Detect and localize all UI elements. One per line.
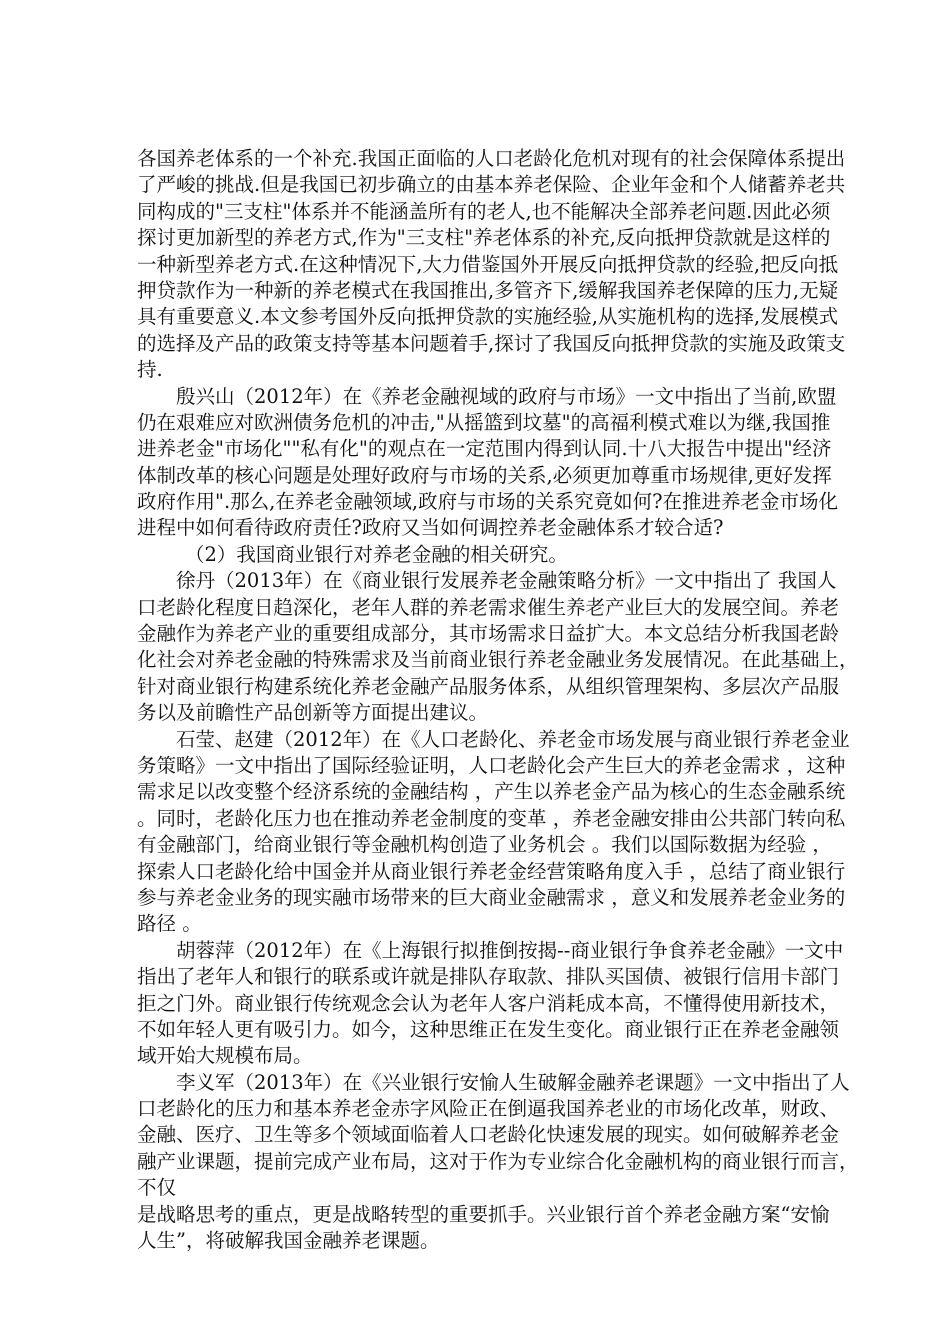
text-line: 具有重要意义.本文参考国外反向抵押贷款的实施经验,从实施机构的选择,发展模式 [137,305,839,329]
text-line: 人生”，将破解我国金融养老课题。 [137,1229,440,1253]
text-line: 一种新型养老方式.在这种情况下,大力借鉴国外开展反向抵押贷款的经验,把反向抵 [137,252,839,276]
text-line: 进程中如何看待政府责任?政府又当如何调控养老金融体系才较合适? [137,516,724,540]
text-line: 金融作为养老产业的重要组成部分，其市场需求日益扩大。本文总结分析我国老龄 [137,622,840,646]
text-line: 金融、医疗、卫生等多个领域面临着人口老龄化快速发展的现实。如何破解养老金 [137,1123,840,1147]
text-line: 路径 。 [137,912,202,936]
text-line: 务以及前瞻性产品创新等方面提出建议。 [137,701,489,725]
text-line: 不如年轻人更有吸引力。如今，这种思维正在发生变化。商业银行正在养老金融领 [137,1017,840,1041]
text-line: 进养老金"市场化""私有化"的观点在一定范围内得到认同.十八大报告中提出"经济 [137,437,832,461]
text-line: 。同时，老龄化压力也在推动养老金制度的变革 ，养老金融安排由公共部门转向私 [137,806,846,830]
text-line: 有金融部门，给商业银行等金融机构创造了业务机会 。我们以国际数据为经验 ， [137,833,832,857]
text-line: 徐丹（2013年）在《商业银行发展养老金融策略分析》一文中指出了 我国人 [176,569,837,593]
text-line: 政府作用".那么,在养老金融领域,政府与市场的关系究竟如何?在推进养老金市场化 [137,490,839,514]
text-line: 持. [137,358,163,382]
text-line: 务策略》一文中指出了国际经验证明，人口老龄化会产生巨大的养老金需求 ，这种 [137,753,846,777]
text-line: 的选择及产品的政策支持等基本问题着手,探讨了我国反向抵押贷款的实施及政策支 [137,331,846,355]
text-line: 了严峻的挑战.但是我国已初步确立的由基本养老保险、企业年金和个人储蓄养老共 [137,173,846,197]
text-line: 不仅 [137,1176,177,1200]
text-line: 拒之门外。商业银行传统观念会认为老年人客户消耗成本高，不懂得使用新技术， [137,991,840,1015]
text-line: 押贷款作为一种新的养老模式在我国推出,多管齐下,缓解我国养老保障的压力,无疑 [137,278,839,302]
text-line: 李义军（2013年）在《兴业银行安愉人生破解金融养老课题》一文中指出了人 [176,1070,850,1094]
text-line: 石莹、赵建（2012年）在《人口老龄化、养老金市场发展与商业银行养老金业 [176,727,850,751]
text-line: 殷兴山（2012年）在《养老金融视域的政府与市场》一文中指出了当前,欧盟 [176,384,837,408]
text-line: 参与养老金业务的现实融市场带来的巨大商业金融需求 ，意义和发展养老金业务的 [137,885,846,909]
text-line: 各国养老体系的一个补充.我国正面临的人口老龄化危机对现有的社会保障体系提出 [137,147,846,170]
text-line: 指出了老年人和银行的联系或许就是排队存取款、排队买国债、被银行信用卡部门 [137,965,840,989]
text-line: 融产业课题，提前完成产业布局，这对于作为专业综合化金融机构的商业银行而言， [137,1149,859,1173]
body-text [137,146,859,1254]
text-line: 域开始大规模布局。 [137,1044,313,1068]
text-line: 需求足以改变整个经济系统的金融结构 ，产生以养老金产品为核心的生态金融系统 [137,780,846,804]
text-line: 针对商业银行构建系统化养老金融产品服务体系，从组织管理架构、多层次产品服 [137,674,840,698]
text-line: 口老龄化的压力和基本养老金赤字风险正在倒逼我国养老业的市场化改革，财政、 [137,1097,840,1121]
text-line: 探讨更加新型的养老方式,作为"三支柱"养老体系的补充,反向抵押贷款就是这样的 [137,226,831,250]
text-line: 探索人口老龄化给中国金并从商业银行养老金经营策略角度入手 ，总结了商业银行 [137,859,846,883]
text-line: 体制改革的核心问题是处理好政府与市场的关系,必须更加尊重市场规律,更好发挥 [137,463,832,487]
text-line: 胡蓉萍（2012年）在《上海银行拟推倒按揭--商业银行争食养老金融》一文中 [176,938,844,962]
text-line: 同构成的"三支柱"体系并不能涵盖所有的老人,也不能解决全部养老问题.因此必须 [137,199,831,223]
text-line: 口老龄化程度日趋深化，老年人群的养老需求催生养老产业巨大的发展空间。养老 [137,595,840,619]
text-line: （2）我国商业银行对养老金融的相关研究。 [185,542,568,566]
text-line: 是战略思考的重点，更是战略转型的重要抓手。兴业银行首个养老金融方案“安愉 [137,1202,830,1226]
text-line: 化社会对养老金融的特殊需求及当前商业银行养老金融业务发展情况。在此基础上， [137,648,859,672]
text-line: 仍在艰难应对欧洲债务危机的冲击,"从摇篮到坟墓"的高福利模式难以为继,我国推 [137,410,831,434]
